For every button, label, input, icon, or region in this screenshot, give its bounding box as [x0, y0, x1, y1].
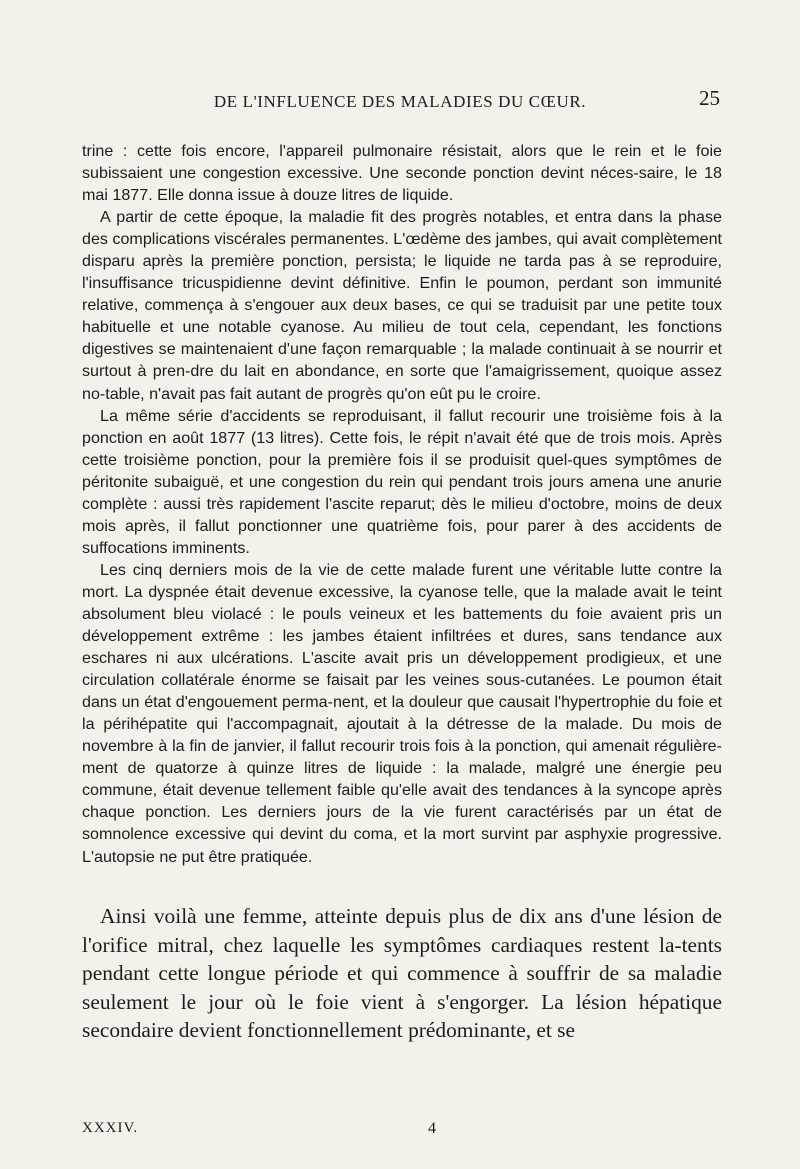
paragraph: trine : cette fois encore, l'appareil pulmonaire résistait, alors que le rein et le foie subissaient une congestion excessive. Une seconde ponction devint néces-saire, le 18 mai 1877. Elle donna issue à douze litres de liquide.: [82, 142, 722, 205]
page-footer: [82, 1120, 722, 1144]
conclusion-text: [82, 902, 722, 1045]
signature-mark: XXXIV.: [82, 1120, 139, 1136]
paragraph: Les cinq derniers mois de la vie de cette malade furent une véritable lutte contre la mort. La dyspnée était devenue excessive, la cyanose telle, que la malade avait le teint absolument bleu violacé : le pouls veineux et les battements du foie avaient pris un développement extrême : les jambes étaient infiltrées et dures, sans tendance aux eschares ni aux ulcérations. L'ascite avait pris un développement prodigieux, et une circulation collatérale énorme se faisait par les veines sous-cutanées. Le poumon était dans un état d'engouement perma-nent, et la douleur que causait l'hypertrophie du foie et la périhépatite qui l'accompagnait, ajoutait à la détresse de la malade. Du mois de novembre à la fin de janvier, il fallut recourir trois fois à la ponction, qui amenait régulière-ment de quatorze à quinze litres de liquide : la malade, malgré une énergie peu commune, était devenue tellement faible qu'elle avait des tendances à la syncope après chaque ponction. Les derniers jours de la vie furent caractérisés par un état de somnolence excessive qui devint du coma, et la mort survint par asphyxie progressive. L'autopsie ne put être pratiquée.: [82, 560, 722, 866]
paragraph: A partir de cette époque, la maladie fit des progrès notables, et entra dans la phase des complications viscérales permanentes. L'œdème des jambes, qui avait complètement disparu après la première ponction, persista; le liquide ne tarda pas à se reproduire, l'insuffisance tricuspidienne devint définitive. Enfin le poumon, perdant son immunité relative, commença à s'engouer aux deux bases, ce qui se traduisit par une petite toux habituelle et une notable cyanose. Au milieu de tout cela, cependant, les fonctions digestives se maintenaient d'une façon remarquable ; la malade continuait à se nourrir et surtout à pren-dre du lait en abondance, en sorte que l'amaigrissement, quoique assez no-table, n'avait pas fait autant de progrès qu'on eût pu le croire.: [82, 208, 722, 403]
page-number: 25: [699, 86, 720, 110]
signature-number: 4: [428, 1120, 436, 1137]
running-head: [0, 86, 800, 120]
body-text: [82, 140, 722, 868]
conclusion-paragraph: Ainsi voilà une femme, atteinte depuis plus de dix ans d'une lésion de l'orifice mitral, chez laquelle les symptômes cardiaques restent la-tents pendant cette longue période et qui commence à souffrir de sa maladie seulement le jour où le foie vient à s'engorger. La lésion hépatique secondaire devient fonctionnellement prédominante, et se: [82, 904, 722, 1043]
running-title: DE L'INFLUENCE DES MALADIES DU CŒUR.: [213, 92, 587, 111]
paragraph: La même série d'accidents se reproduisant, il fallut recourir une troisième fois à la ponction en août 1877 (13 litres). Cette fois, le répit n'avait été que de trois mois. Après cette troisième ponction, pour la première fois il se produisit quel-ques symptômes de péritonite subaiguë, et une congestion du rein qui pendant trois jours amena une anurie complète : aussi très rapidement l'ascite reparut; dès le milieu d'octobre, moins de deux mois après, il fallut ponctionner une quatrième fois, pour parer à des accidents de suffocations imminents.: [82, 406, 722, 557]
